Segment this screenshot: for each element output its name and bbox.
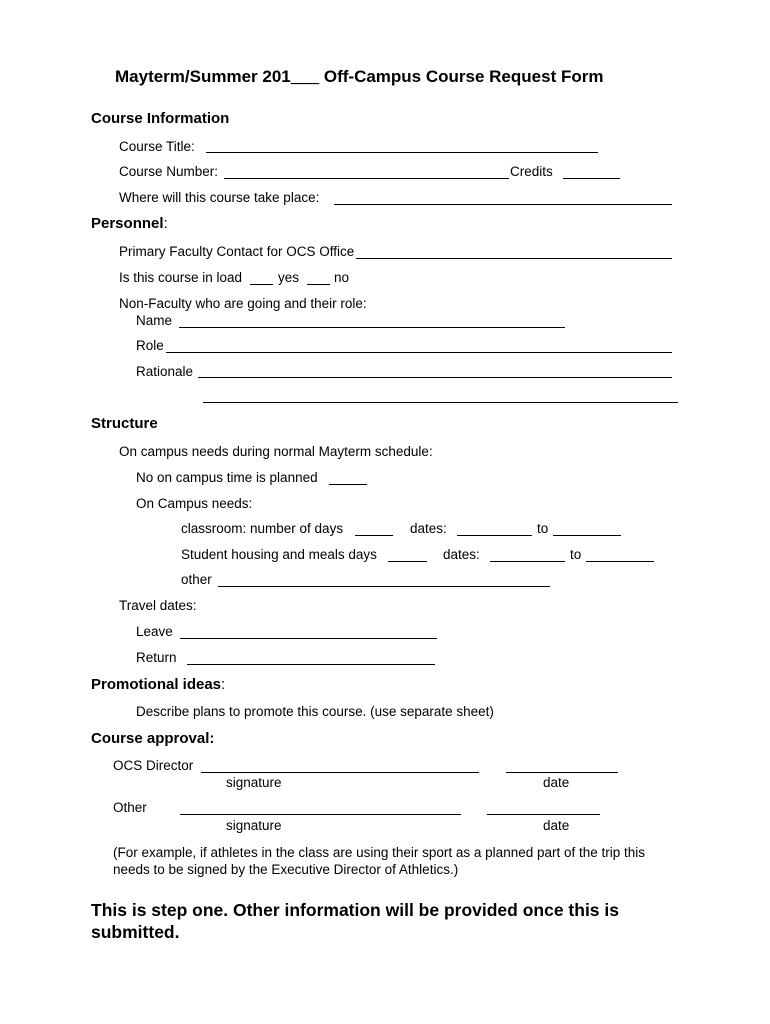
title-year-blank: ___ <box>290 67 320 86</box>
classroom-days-field[interactable] <box>355 535 393 536</box>
role-field[interactable] <box>166 352 672 353</box>
other-approver-date-field[interactable] <box>487 814 600 815</box>
classroom-dates-label: dates: <box>410 521 447 536</box>
housing-days-field[interactable] <box>388 561 427 562</box>
course-information-heading: Course Information <box>91 110 230 127</box>
approval-note: (For example, if athletes in the class are using their sport as a planned part of the trip this needs to be signed by the Executive Director of Athletics.) <box>113 845 646 877</box>
housing-to-label: to <box>570 547 582 562</box>
rationale-label: Rationale <box>136 364 194 379</box>
housing-dates-label: dates: <box>443 547 480 562</box>
leave-label: Leave <box>136 624 173 639</box>
housing-days-label: Student housing and meals days <box>181 547 377 562</box>
location-label: Where will this course take place: <box>119 190 320 205</box>
travel-dates-label: Travel dates: <box>119 598 197 613</box>
primary-contact-field[interactable] <box>356 258 672 259</box>
page-title <box>115 67 603 87</box>
promotional-ideas-heading <box>91 676 225 694</box>
rationale-field-line-1[interactable] <box>198 377 672 378</box>
role-label: Role <box>136 338 164 353</box>
no-campus-time-field[interactable] <box>329 484 367 485</box>
other-approver-signature-field[interactable] <box>180 814 461 815</box>
non-faculty-label: Non-Faculty who are going and their role: <box>119 296 367 311</box>
other-approver-date-caption: date <box>543 818 570 833</box>
other-approver-signature-caption: signature <box>226 818 282 833</box>
in-load-yes-field[interactable] <box>250 284 273 285</box>
location-field[interactable] <box>334 204 672 205</box>
classroom-dates-from-field[interactable] <box>457 535 532 536</box>
classroom-dates-to-field[interactable] <box>553 535 621 536</box>
other-needs-label: other <box>181 572 212 587</box>
course-title-field[interactable] <box>206 152 598 153</box>
housing-dates-from-field[interactable] <box>490 561 565 562</box>
in-load-label: Is this course in load <box>119 270 243 285</box>
other-approver-label: Other <box>113 800 147 815</box>
no-label: no <box>334 270 350 285</box>
course-number-label: Course Number: <box>119 164 219 179</box>
other-needs-field[interactable] <box>218 586 550 587</box>
return-date-field[interactable] <box>187 664 435 665</box>
classroom-to-label: to <box>537 521 549 536</box>
ocs-director-signature-caption: signature <box>226 775 282 790</box>
rationale-field-line-2[interactable] <box>203 402 678 403</box>
promotional-heading-colon: : <box>221 676 226 693</box>
housing-dates-to-field[interactable] <box>586 561 654 562</box>
promotion-description: Describe plans to promote this course. (use separate sheet) <box>136 704 494 719</box>
name-label: Name <box>136 313 173 328</box>
title-part-2: Off-Campus Course Request Form <box>319 67 604 86</box>
in-load-no-field[interactable] <box>307 284 330 285</box>
promotional-heading-text: Promotional ideas <box>91 676 222 693</box>
primary-contact-label: Primary Faculty Contact for OCS Office <box>119 244 355 259</box>
structure-heading: Structure <box>91 415 158 432</box>
step-one-notice: This is step one. Other information will be provided once this is submitted. <box>91 900 619 942</box>
personnel-heading-text: Personnel <box>91 215 164 232</box>
ocs-director-signature-field[interactable] <box>201 772 479 773</box>
credits-field[interactable] <box>563 178 620 179</box>
leave-date-field[interactable] <box>180 638 437 639</box>
title-part-1: Mayterm/Summer 201 <box>115 67 291 86</box>
return-label: Return <box>136 650 177 665</box>
name-field[interactable] <box>179 327 565 328</box>
course-title-label: Course Title: <box>119 139 195 154</box>
personnel-heading-colon: : <box>163 215 168 232</box>
course-approval-heading: Course approval: <box>91 730 215 747</box>
no-campus-time-label: No on campus time is planned <box>136 470 318 485</box>
ocs-director-date-caption: date <box>543 775 570 790</box>
yes-label: yes <box>278 270 300 285</box>
personnel-heading <box>91 215 168 233</box>
on-campus-needs-sub-label: On Campus needs: <box>136 496 253 511</box>
course-number-field[interactable] <box>224 178 509 179</box>
ocs-director-date-field[interactable] <box>506 772 618 773</box>
classroom-days-label: classroom: number of days <box>181 521 344 536</box>
credits-label: Credits <box>510 164 553 179</box>
on-campus-needs-label: On campus needs during normal Mayterm schedule: <box>119 444 433 459</box>
ocs-director-label: OCS Director <box>113 758 194 773</box>
